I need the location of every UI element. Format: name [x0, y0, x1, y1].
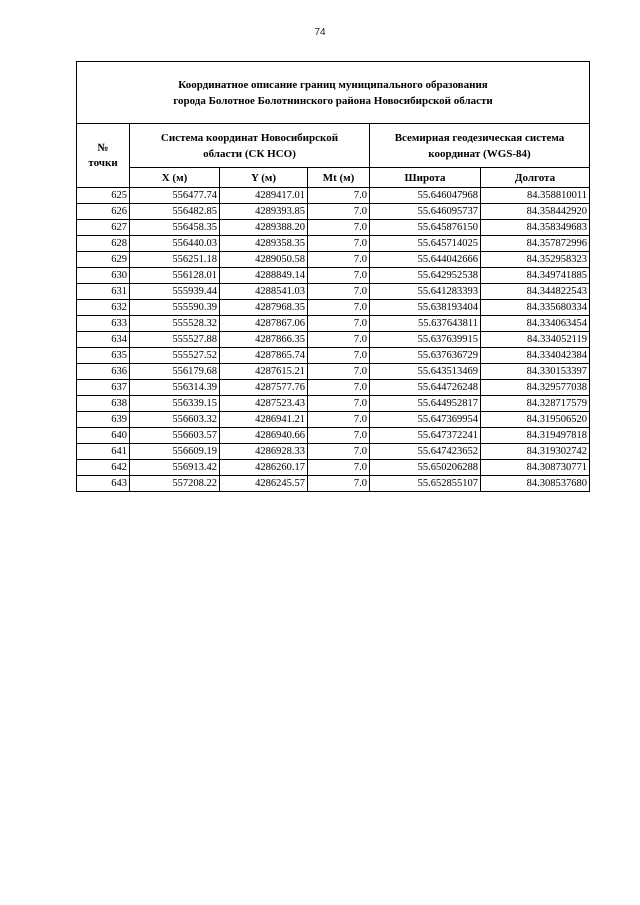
longitude-cell: 84.334052119: [481, 332, 590, 348]
mt-cell: 7.0: [308, 380, 370, 396]
table-row: [77, 412, 590, 428]
y-cell: 4289417.01: [220, 188, 308, 204]
longitude-cell: 84.334063454: [481, 316, 590, 332]
x-cell: 555527.88: [130, 332, 220, 348]
point-number-cell: 626: [77, 204, 130, 220]
wgs84-system-header: [370, 124, 590, 168]
latitude-cell: 55.646047968: [370, 188, 481, 204]
point-number-cell: 633: [77, 316, 130, 332]
y-cell: 4286245.57: [220, 476, 308, 492]
mt-cell: 7.0: [308, 220, 370, 236]
table-row: [77, 348, 590, 364]
y-cell: 4286928.33: [220, 444, 308, 460]
point-number-cell: 628: [77, 236, 130, 252]
latitude-cell: 55.641283393: [370, 284, 481, 300]
point-number-cell: 637: [77, 380, 130, 396]
table-row: [77, 428, 590, 444]
table-row: [77, 268, 590, 284]
x-cell: 556482.85: [130, 204, 220, 220]
table-row: [77, 284, 590, 300]
table-row: [77, 332, 590, 348]
x-cell: 556477.74: [130, 188, 220, 204]
latitude-cell: 55.650206288: [370, 460, 481, 476]
local-system-header: [130, 124, 370, 168]
y-cell: 4286941.21: [220, 412, 308, 428]
point-number-cell: 640: [77, 428, 130, 444]
y-cell: 4286940.66: [220, 428, 308, 444]
longitude-cell: 84.334042384: [481, 348, 590, 364]
table-row: [77, 364, 590, 380]
table-row: [77, 220, 590, 236]
y-cell: 4288541.03: [220, 284, 308, 300]
point-number-cell: 635: [77, 348, 130, 364]
y-cell: 4289388.20: [220, 220, 308, 236]
point-number-cell: 636: [77, 364, 130, 380]
page-number: 74: [314, 27, 326, 38]
table-row: [77, 236, 590, 252]
y-column-header: Y (м): [220, 168, 308, 188]
latitude-cell: 55.647372241: [370, 428, 481, 444]
longitude-cell: 84.308537680: [481, 476, 590, 492]
latitude-cell: 55.647423652: [370, 444, 481, 460]
mt-cell: 7.0: [308, 348, 370, 364]
longitude-column-header: Долгота: [481, 168, 590, 188]
x-cell: 556251.18: [130, 252, 220, 268]
mt-cell: 7.0: [308, 204, 370, 220]
latitude-cell: 55.644042666: [370, 252, 481, 268]
x-cell: 556440.03: [130, 236, 220, 252]
longitude-cell: 84.349741885: [481, 268, 590, 284]
y-cell: 4287523.43: [220, 396, 308, 412]
wgs84-system-line-1: Всемирная геодезическая система: [394, 131, 565, 144]
mt-cell: 7.0: [308, 236, 370, 252]
document-title: [77, 62, 590, 124]
point-number-cell: 638: [77, 396, 130, 412]
longitude-cell: 84.358442920: [481, 204, 590, 220]
point-number-cell: 629: [77, 252, 130, 268]
point-number-cell: 627: [77, 220, 130, 236]
mt-cell: 7.0: [308, 252, 370, 268]
y-cell: 4287865.74: [220, 348, 308, 364]
point-number-header: [77, 124, 130, 188]
latitude-cell: 55.645876150: [370, 220, 481, 236]
title-line-1: Координатное описание границ муниципального образования: [178, 78, 488, 91]
latitude-cell: 55.637636729: [370, 348, 481, 364]
latitude-cell: 55.647369954: [370, 412, 481, 428]
table-row: [77, 476, 590, 492]
x-cell: 556458.35: [130, 220, 220, 236]
mt-column-header: Mt (м): [308, 168, 370, 188]
point-number-word: точки: [88, 156, 118, 169]
y-cell: 4287968.35: [220, 300, 308, 316]
table-row: [77, 204, 590, 220]
x-cell: 555590.39: [130, 300, 220, 316]
mt-cell: 7.0: [308, 444, 370, 460]
latitude-column-header: Широта: [370, 168, 481, 188]
latitude-cell: 55.637639915: [370, 332, 481, 348]
latitude-cell: 55.646095737: [370, 204, 481, 220]
wgs84-system-line-2: координат (WGS-84): [428, 147, 531, 160]
local-system-line-1: Система координат Новосибирской: [160, 131, 339, 144]
table-row: [77, 396, 590, 412]
point-number-cell: 641: [77, 444, 130, 460]
point-number-cell: 630: [77, 268, 130, 284]
mt-cell: 7.0: [308, 268, 370, 284]
x-cell: 556128.01: [130, 268, 220, 284]
x-cell: 557208.22: [130, 476, 220, 492]
longitude-cell: 84.328717579: [481, 396, 590, 412]
x-cell: 556339.15: [130, 396, 220, 412]
local-system-line-2: области (СК НСО): [203, 147, 296, 160]
mt-cell: 7.0: [308, 188, 370, 204]
table-row: [77, 252, 590, 268]
latitude-cell: 55.643513469: [370, 364, 481, 380]
coordinates-table-body: [77, 188, 590, 492]
mt-cell: 7.0: [308, 300, 370, 316]
table-row: [77, 460, 590, 476]
longitude-cell: 84.319497818: [481, 428, 590, 444]
y-cell: 4287577.76: [220, 380, 308, 396]
y-cell: 4289393.85: [220, 204, 308, 220]
table-row: [77, 444, 590, 460]
mt-cell: 7.0: [308, 396, 370, 412]
y-cell: 4287615.21: [220, 364, 308, 380]
x-column-header: X (м): [130, 168, 220, 188]
x-cell: 556913.42: [130, 460, 220, 476]
point-number-cell: 625: [77, 188, 130, 204]
x-cell: 555527.52: [130, 348, 220, 364]
longitude-cell: 84.358349683: [481, 220, 590, 236]
mt-cell: 7.0: [308, 316, 370, 332]
latitude-cell: 55.652855107: [370, 476, 481, 492]
longitude-cell: 84.358810011: [481, 188, 590, 204]
mt-cell: 7.0: [308, 332, 370, 348]
x-cell: 556603.57: [130, 428, 220, 444]
y-cell: 4289358.35: [220, 236, 308, 252]
latitude-cell: 55.645714025: [370, 236, 481, 252]
mt-cell: 7.0: [308, 412, 370, 428]
x-cell: 555528.32: [130, 316, 220, 332]
x-cell: 555939.44: [130, 284, 220, 300]
table-row: [77, 300, 590, 316]
point-number-cell: 631: [77, 284, 130, 300]
latitude-cell: 55.642952538: [370, 268, 481, 284]
point-number-cell: 642: [77, 460, 130, 476]
point-number-cell: 634: [77, 332, 130, 348]
y-cell: 4287867.06: [220, 316, 308, 332]
longitude-cell: 84.319302742: [481, 444, 590, 460]
x-cell: 556609.19: [130, 444, 220, 460]
longitude-cell: 84.329577038: [481, 380, 590, 396]
longitude-cell: 84.330153397: [481, 364, 590, 380]
table-row: [77, 316, 590, 332]
table-row: [77, 380, 590, 396]
table-row: [77, 188, 590, 204]
y-cell: 4287866.35: [220, 332, 308, 348]
longitude-cell: 84.308730771: [481, 460, 590, 476]
mt-cell: 7.0: [308, 476, 370, 492]
longitude-cell: 84.352958323: [481, 252, 590, 268]
point-number-cell: 643: [77, 476, 130, 492]
longitude-cell: 84.344822543: [481, 284, 590, 300]
latitude-cell: 55.638193404: [370, 300, 481, 316]
point-number-cell: 639: [77, 412, 130, 428]
latitude-cell: 55.644952817: [370, 396, 481, 412]
longitude-cell: 84.335680334: [481, 300, 590, 316]
latitude-cell: 55.637643811: [370, 316, 481, 332]
coordinates-table: [76, 61, 590, 492]
longitude-cell: 84.357872996: [481, 236, 590, 252]
mt-cell: 7.0: [308, 284, 370, 300]
mt-cell: 7.0: [308, 364, 370, 380]
x-cell: 556603.32: [130, 412, 220, 428]
y-cell: 4289050.58: [220, 252, 308, 268]
title-line-2: города Болотное Болотнинского района Новосибирской области: [173, 94, 493, 107]
longitude-cell: 84.319506520: [481, 412, 590, 428]
x-cell: 556314.39: [130, 380, 220, 396]
latitude-cell: 55.644726248: [370, 380, 481, 396]
y-cell: 4288849.14: [220, 268, 308, 284]
point-number-cell: 632: [77, 300, 130, 316]
mt-cell: 7.0: [308, 460, 370, 476]
x-cell: 556179.68: [130, 364, 220, 380]
mt-cell: 7.0: [308, 428, 370, 444]
point-number-symbol: №: [97, 141, 109, 154]
y-cell: 4286260.17: [220, 460, 308, 476]
